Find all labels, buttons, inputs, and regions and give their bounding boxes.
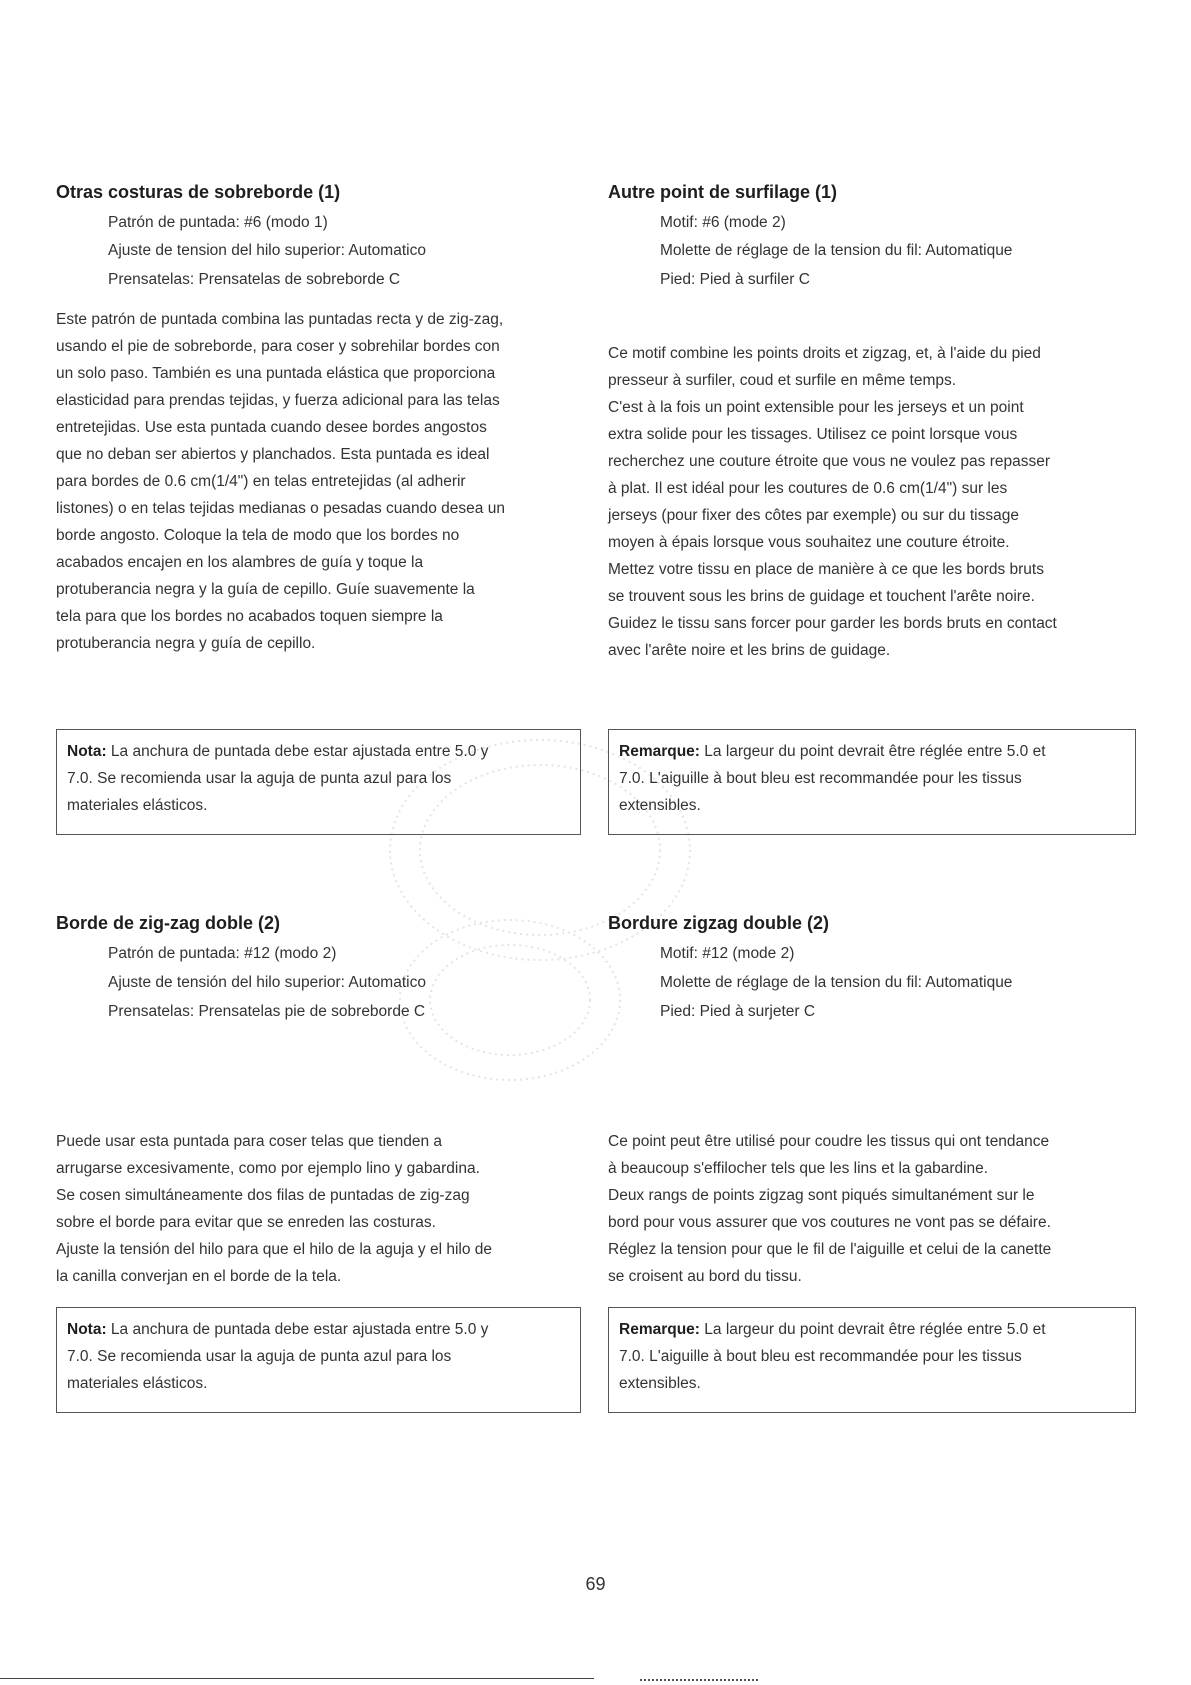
footer-mark <box>640 1679 758 1681</box>
text-line: à beaucoup s'effilocher tels que les lins et la gabardine. <box>608 1160 989 1177</box>
text-line: arrugarse excesivamente, como por ejemplo lino y gabardina. <box>56 1160 480 1177</box>
text-line: acabados encajen en los alambres de guía y toque la <box>56 554 424 571</box>
note-text: 7.0. L'aiguille à bout bleu est recommandée pour les tissus <box>619 1348 1022 1365</box>
section-description <box>608 340 1057 664</box>
spec-thread-tension: Ajuste de tension del hilo superior: Automatico <box>108 242 426 259</box>
text-line: avec l'arête noire et les brins de guidage. <box>608 642 891 659</box>
spec-thread-tension: Molette de réglage de la tension du fil: Automatique <box>660 242 1013 259</box>
note-label: Remarque: <box>619 1321 700 1338</box>
text-line: tela para que los bordes no acabados toquen siempre la <box>56 608 443 625</box>
note-label: Nota: <box>67 1321 107 1338</box>
note-label: Nota: <box>67 743 107 760</box>
spec-presser-foot: Pied: Pied à surjeter C <box>660 1003 816 1020</box>
text-line: se trouvent sous les brins de guidage et touchent l'arête noire. <box>608 588 1035 605</box>
note-text: 7.0. Se recomienda usar la aguja de punta azul para los <box>67 1348 452 1365</box>
section-title: Bordure zigzag double (2) <box>608 913 830 933</box>
spec-stitch-pattern: Patrón de puntada: #6 (modo 1) <box>108 214 328 231</box>
note-text: extensibles. <box>619 1375 701 1392</box>
text-line: se croisent au bord du tissu. <box>608 1268 802 1285</box>
text-line: elasticidad para prendas tejidas, y fuerza adicional para las telas <box>56 392 500 409</box>
text-line: Se cosen simultáneamente dos filas de puntadas de zig-zag <box>56 1187 470 1204</box>
note-text: materiales elásticos. <box>67 1375 208 1392</box>
section-title: Autre point de surfilage (1) <box>608 182 838 202</box>
text-line: extra solide pour les tissages. Utilisez ce point lorsque vous <box>608 426 1018 443</box>
section-description <box>56 306 505 657</box>
text-line: à plat. Il est idéal pour les coutures de 0.6 cm(1/4") sur les <box>608 480 1008 497</box>
section-title: Borde de zig-zag doble (2) <box>56 913 281 933</box>
note-text: La anchura de puntada debe estar ajustada entre 5.0 y <box>106 1321 489 1338</box>
note-text: La largeur du point devrait être réglée entre 5.0 et <box>699 743 1046 760</box>
note-text: La largeur du point devrait être réglée entre 5.0 et <box>699 1321 1046 1338</box>
text-line: protuberancia negra y la guía de cepillo. Guíe suavemente la <box>56 581 475 598</box>
text-line: listones) o en telas tejidas medianas o pesadas cuando desea un <box>56 500 505 517</box>
text-line: Ce point peut être utilisé pour coudre les tissus qui ont tendance <box>608 1133 1050 1150</box>
text-line: C'est à la fois un point extensible pour les jerseys et un point <box>608 399 1024 416</box>
page-number: 69 <box>585 1574 606 1594</box>
text-line: para bordes de 0.6 cm(1/4") en telas entretejidas (al adherir <box>56 473 466 490</box>
spec-presser-foot: Pied: Pied à surfiler C <box>660 271 810 288</box>
text-line: un solo paso. También es una puntada elástica que proporciona <box>56 365 496 382</box>
text-line: bord pour vous assurer que vos coutures ne vont pas se défaire. <box>608 1214 1051 1231</box>
spec-presser-foot: Prensatelas: Prensatelas pie de sobreborde C <box>108 1003 426 1020</box>
text-line: recherchez une couture étroite que vous ne voulez pas repasser <box>608 453 1051 470</box>
section-description <box>56 1128 492 1290</box>
text-line: Ajuste la tensión del hilo para que el hilo de la aguja y el hilo de <box>56 1241 493 1258</box>
note-box <box>56 729 581 835</box>
note-text: 7.0. Se recomienda usar la aguja de punta azul para los <box>67 770 452 787</box>
note-box <box>608 729 1136 835</box>
note-text: materiales elásticos. <box>67 797 208 814</box>
text-line: que no deban ser abiertos y planchados. Esta puntada es ideal <box>56 446 490 463</box>
section-title: Otras costuras de sobreborde (1) <box>56 182 341 202</box>
section-description <box>608 1128 1051 1290</box>
spec-thread-tension: Molette de réglage de la tension du fil: Automatique <box>660 974 1013 991</box>
note-text: extensibles. <box>619 797 701 814</box>
text-line: Puede usar esta puntada para coser telas que tienden a <box>56 1133 443 1150</box>
note-text: 7.0. L'aiguille à bout bleu est recommandée pour les tissus <box>619 770 1022 787</box>
text-line: la canilla converjan en el borde de la tela. <box>56 1268 342 1285</box>
spec-stitch-pattern: Patrón de puntada: #12 (modo 2) <box>108 945 337 962</box>
text-line: borde angosto. Coloque la tela de modo que los bordes no <box>56 527 460 544</box>
text-line: sobre el borde para evitar que se enreden las costuras. <box>56 1214 436 1231</box>
spec-presser-foot: Prensatelas: Prensatelas de sobreborde C <box>108 271 401 288</box>
text-line: Réglez la tension pour que le fil de l'aiguille et celui de la canette <box>608 1241 1052 1258</box>
text-line: protuberancia negra y guía de cepillo. <box>56 635 316 652</box>
note-label: Remarque: <box>619 743 700 760</box>
footer-rule <box>0 1678 594 1679</box>
text-line: usando el pie de sobreborde, para coser y sobrehilar bordes con <box>56 338 500 355</box>
text-line: Mettez votre tissu en place de manière à ce que les bords bruts <box>608 561 1044 578</box>
text-line: Este patrón de puntada combina las puntadas recta y de zig-zag, <box>56 311 504 328</box>
text-line: entretejidas. Use esta puntada cuando desee bordes angostos <box>56 419 487 436</box>
spec-stitch-pattern: Motif: #12 (mode 2) <box>660 945 795 962</box>
text-line: jerseys (pour fixer des côtes par exemple) ou sur du tissage <box>608 507 1019 524</box>
text-line: Guidez le tissu sans forcer pour garder les bords bruts en contact <box>608 615 1057 632</box>
note-box <box>608 1307 1136 1413</box>
text-line: moyen à épais lorsque vous souhaitez une couture étroite. <box>608 534 1010 551</box>
text-line: Ce motif combine les points droits et zigzag, et, à l'aide du pied <box>608 345 1041 362</box>
spec-thread-tension: Ajuste de tensión del hilo superior: Automatico <box>108 974 426 991</box>
note-box <box>56 1307 581 1413</box>
note-text: La anchura de puntada debe estar ajustada entre 5.0 y <box>106 743 489 760</box>
spec-stitch-pattern: Motif: #6 (mode 2) <box>660 214 786 231</box>
text-line: Deux rangs de points zigzag sont piqués simultanément sur le <box>608 1187 1035 1204</box>
text-line: presseur à surfiler, coud et surfile en même temps. <box>608 372 957 389</box>
